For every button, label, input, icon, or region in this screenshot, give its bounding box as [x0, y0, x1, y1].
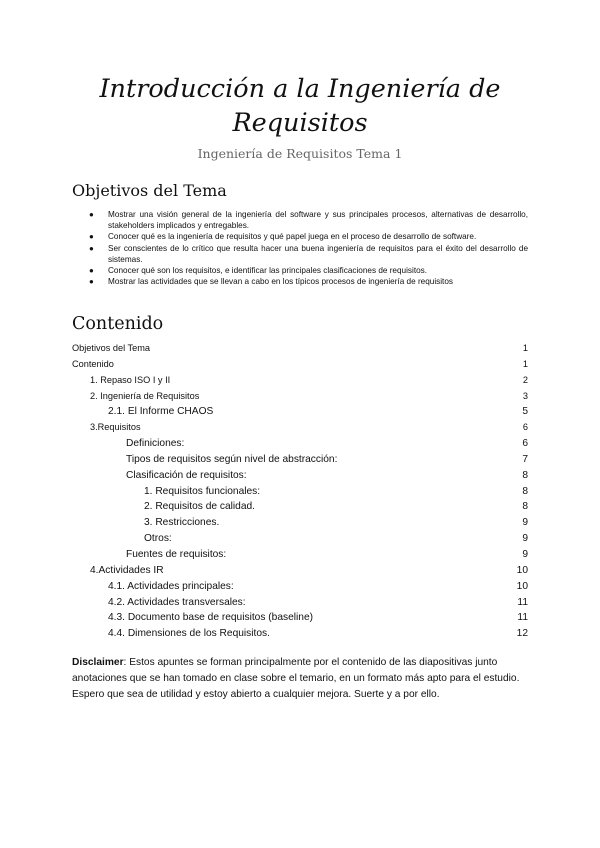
bullet-icon: ● — [89, 243, 94, 253]
toc-entry[interactable] — [72, 341, 528, 357]
toc-entry-page: 11 — [517, 612, 528, 624]
toc-entry[interactable] — [72, 452, 528, 468]
toc-entry-label: Clasificación de requisitos: — [126, 469, 247, 481]
toc-entry[interactable] — [72, 515, 528, 531]
toc-entry-label: 3. Restricciones. — [144, 517, 220, 529]
toc-entry-page: 1 — [522, 343, 528, 353]
toc-entry[interactable] — [72, 468, 528, 484]
toc-entry[interactable] — [72, 595, 528, 611]
disclaimer-label: Disclaimer — [72, 657, 124, 669]
table-of-contents — [72, 341, 528, 642]
toc-entry[interactable] — [72, 436, 528, 452]
toc-entry-page: 5 — [522, 406, 528, 418]
disclaimer-text: : Estos apuntes se forman principalmente por el contenido de las diapositivas junto anotaciones que se han tomado en clase sobre el temario, en un formato más apto para el estudio. Espero que sea de utilidad y estoy abierto a cualquier mejora. Suerte y a por ello. — [72, 657, 520, 700]
toc-entry-page: 2 — [522, 374, 528, 385]
bullet-icon: ● — [89, 232, 94, 242]
objective-item: ● Mostrar una visión general de la ingeniería del software y sus principales procesos, alternativas de desarrollo, stakeholders implicados y entregables. — [89, 210, 528, 231]
objective-item: ● Conocer qué son los requisitos, e identificar las principales clasificaciones de requisitos. — [89, 266, 428, 276]
toc-entry[interactable] — [72, 626, 528, 642]
toc-entry-page: 1 — [522, 358, 528, 369]
toc-entry-page: 8 — [522, 485, 528, 497]
toc-entry[interactable] — [72, 610, 528, 626]
toc-entry-label: Contenido — [72, 358, 114, 369]
title-line-2: Requisitos — [232, 108, 368, 138]
objective-item: ● Mostrar las actividades que se llevan a cabo en los típicos procesos de ingeniería de requisitos — [89, 277, 453, 287]
bullet-icon: ● — [89, 266, 94, 276]
toc-entry-label: Fuentes de requisitos: — [126, 548, 227, 560]
bullet-icon: ● — [89, 277, 94, 287]
toc-entry-label: Objetivos del Tema — [72, 343, 150, 353]
toc-entry-page: 11 — [517, 596, 528, 608]
objective-item: ● Conocer qué es la ingeniería de requisitos y qué papel juega en el proceso de desarrollo de software. — [89, 232, 477, 242]
toc-entry-label: 4.2. Actividades transversales: — [108, 596, 246, 608]
toc-entry-page: 9 — [522, 533, 528, 545]
toc-entry-label: 4.3. Documento base de requisitos (baseline) — [108, 612, 313, 624]
toc-entry[interactable] — [72, 404, 528, 420]
toc-entry-page: 10 — [516, 564, 528, 576]
title-line-1: Introducción a la Ingeniería de — [99, 74, 501, 104]
toc-entry-label: 4.1. Actividades principales: — [108, 580, 234, 592]
bullet-icon: ● — [89, 210, 94, 219]
toc-entry-page: 8 — [522, 501, 528, 513]
objective-item: ● Ser conscientes de lo crítico que resulta hacer una buena ingeniería de requisitos para el éxito del desarrollo de sistemas. — [89, 243, 528, 264]
toc-entry-page: 6 — [522, 438, 528, 450]
toc-entry-label: 1. Requisitos funcionales: — [144, 485, 261, 497]
objectives-list — [72, 209, 528, 287]
toc-entry-page: 7 — [522, 453, 528, 465]
objectives-heading: Objetivos del Tema — [72, 181, 227, 200]
toc-entry[interactable] — [72, 357, 528, 373]
toc-entry-page: 3 — [522, 390, 528, 401]
toc-entry-page: 8 — [522, 469, 528, 481]
toc-entry[interactable] — [72, 389, 528, 405]
toc-entry[interactable] — [72, 499, 528, 515]
toc-entry-label: Tipos de requisitos según nivel de abstracción: — [126, 453, 338, 465]
disclaimer-paragraph — [72, 655, 532, 702]
toc-entry-label: 3.Requisitos — [90, 422, 141, 433]
toc-entry[interactable] — [72, 531, 528, 547]
toc-entry-page: 9 — [522, 517, 528, 529]
toc-entry[interactable] — [72, 579, 528, 595]
toc-entry-label: 2. Ingeniería de Requisitos — [90, 390, 200, 401]
toc-entry-label: 4.Actividades IR — [90, 564, 164, 576]
toc-entry-label: 2. Requisitos de calidad. — [144, 501, 255, 513]
document-title — [60, 72, 540, 140]
toc-entry[interactable] — [72, 547, 528, 563]
toc-entry-label: 4.4. Dimensiones de los Requisitos. — [108, 628, 270, 640]
toc-entry-label: Definiciones: — [126, 438, 185, 450]
toc-entry[interactable] — [72, 373, 528, 389]
toc-entry-label: 1. Repaso ISO I y II — [90, 374, 171, 385]
toc-entry[interactable] — [72, 420, 528, 436]
toc-entry[interactable] — [72, 563, 528, 579]
toc-entry-page: 10 — [516, 580, 528, 592]
toc-entry[interactable] — [72, 484, 528, 500]
toc-entry-label: 2.1. El Informe CHAOS — [108, 406, 214, 418]
contents-heading: Contenido — [72, 314, 164, 334]
document-subtitle: Ingeniería de Requisitos Tema 1 — [197, 146, 403, 161]
toc-entry-page: 9 — [522, 548, 528, 560]
toc-entry-page: 6 — [522, 422, 528, 433]
toc-entry-label: Otros: — [144, 533, 172, 545]
toc-entry-page: 12 — [516, 628, 528, 640]
